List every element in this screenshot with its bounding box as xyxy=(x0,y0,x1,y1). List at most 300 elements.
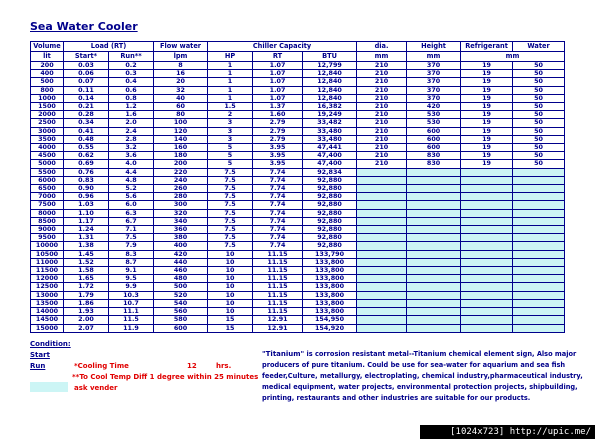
table-cell: 12000 xyxy=(31,275,64,283)
subheader-lpm: lpm xyxy=(154,52,208,62)
table-cell: 50 xyxy=(513,119,565,127)
table-cell: 47,400 xyxy=(303,160,357,168)
table-cell xyxy=(461,291,513,299)
table-row xyxy=(31,275,565,283)
table-cell: 19 xyxy=(461,160,513,168)
table-cell: 60 xyxy=(154,103,208,111)
table-cell xyxy=(513,201,565,209)
table-cell: 210 xyxy=(357,144,407,152)
table-cell xyxy=(461,308,513,316)
table-row xyxy=(31,299,565,307)
table-cell: 19,249 xyxy=(303,111,357,119)
table-cell: 33,480 xyxy=(303,135,357,143)
table-cell xyxy=(513,291,565,299)
table-cell: 7.74 xyxy=(253,242,303,250)
table-row xyxy=(31,234,565,242)
table-cell: 7.74 xyxy=(253,168,303,176)
table-cell: 100 xyxy=(154,119,208,127)
table-cell: 210 xyxy=(357,94,407,102)
table-cell xyxy=(407,283,461,291)
table-cell: 92,880 xyxy=(303,242,357,250)
header-refrigerant: Refrigerant xyxy=(461,42,513,52)
table-cell: 11.15 xyxy=(253,250,303,258)
table-cell: 12500 xyxy=(31,283,64,291)
table-cell: 9.1 xyxy=(109,267,154,275)
table-cell xyxy=(461,185,513,193)
table-cell xyxy=(461,267,513,275)
table-cell: 600 xyxy=(407,135,461,143)
table-cell: 600 xyxy=(154,324,208,332)
table-cell: 0.55 xyxy=(64,144,109,152)
table-cell: 3000 xyxy=(31,127,64,135)
table-cell: 3.6 xyxy=(109,152,154,160)
table-row xyxy=(31,291,565,299)
table-row xyxy=(31,283,565,291)
table-cell xyxy=(357,308,407,316)
subheader-start: Start* xyxy=(64,52,109,62)
table-row xyxy=(31,193,565,201)
table-cell: 1.10 xyxy=(64,209,109,217)
table-cell xyxy=(357,209,407,217)
table-cell: 13000 xyxy=(31,291,64,299)
table-cell xyxy=(513,299,565,307)
table-cell: 6000 xyxy=(31,176,64,184)
table-cell: 0.34 xyxy=(64,119,109,127)
table-cell xyxy=(407,275,461,283)
table-cell xyxy=(513,267,565,275)
table-cell: 7.1 xyxy=(109,226,154,234)
table-cell: 370 xyxy=(407,86,461,94)
table-row xyxy=(31,127,565,135)
condition-heading: Condition: xyxy=(30,340,71,348)
table-cell: 3.95 xyxy=(253,152,303,160)
table-cell: 540 xyxy=(154,299,208,307)
table-cell xyxy=(407,250,461,258)
table-cell: 4.8 xyxy=(109,176,154,184)
table-cell: 19 xyxy=(461,103,513,111)
table-cell: 15 xyxy=(208,316,253,324)
table-row xyxy=(31,250,565,258)
header-load: Load (RT) xyxy=(64,42,154,52)
table-cell xyxy=(357,185,407,193)
table-cell: 210 xyxy=(357,78,407,86)
titanium-text: is corrosion resistant metal--Titanium chemical element sign, Also major producers of pure titanium. Could be use for sea-water for aquarium and sea fish feeder,Culture, metallurgy, electroplating, chemical industry,pharmaceutical industry, medical equipment, water projects, environmental protection projects, shipbuilding, printing, restaurants and other industries are suitable for our products. xyxy=(262,350,583,402)
table-row xyxy=(31,62,565,70)
header-chiller-capacity: Chiller Capacity xyxy=(208,42,357,52)
table-row xyxy=(31,308,565,316)
table-row xyxy=(31,267,565,275)
table-cell: 2 xyxy=(208,111,253,119)
table-row xyxy=(31,242,565,250)
table-cell: 9.9 xyxy=(109,283,154,291)
table-cell xyxy=(461,299,513,307)
table-cell: 92,834 xyxy=(303,168,357,176)
table-cell: 0.21 xyxy=(64,103,109,111)
table-cell xyxy=(357,193,407,201)
table-cell: 520 xyxy=(154,291,208,299)
table-cell: 0.90 xyxy=(64,185,109,193)
table-cell: 200 xyxy=(154,160,208,168)
table-cell xyxy=(513,168,565,176)
table-row xyxy=(31,226,565,234)
table-cell: 19 xyxy=(461,144,513,152)
table-cell xyxy=(461,250,513,258)
table-cell: 1500 xyxy=(31,103,64,111)
table-cell: 1.07 xyxy=(253,62,303,70)
temp-diff-note: **To Cool Temp Diff 1 degree within 25 minutes xyxy=(72,373,259,381)
table-row xyxy=(31,111,565,119)
table-cell xyxy=(513,308,565,316)
table-cell: 1.79 xyxy=(64,291,109,299)
table-cell: 10 xyxy=(208,250,253,258)
table-row xyxy=(31,258,565,266)
table-cell: 50 xyxy=(513,144,565,152)
table-cell xyxy=(461,258,513,266)
table-row xyxy=(31,201,565,209)
table-cell: 1.93 xyxy=(64,308,109,316)
table-cell: 10500 xyxy=(31,250,64,258)
table-cell: 0.69 xyxy=(64,160,109,168)
table-cell: 33,480 xyxy=(303,127,357,135)
table-cell: 40 xyxy=(154,94,208,102)
table-cell: 3.2 xyxy=(109,144,154,152)
table-cell: 7.9 xyxy=(109,242,154,250)
table-cell: 50 xyxy=(513,78,565,86)
table-cell: 1.2 xyxy=(109,103,154,111)
table-cell: 1000 xyxy=(31,94,64,102)
subheader-dia-mm: mm xyxy=(357,52,407,62)
table-cell: 1.37 xyxy=(253,103,303,111)
table-cell xyxy=(357,299,407,307)
table-cell xyxy=(461,209,513,217)
table-cell: 2.8 xyxy=(109,135,154,143)
table-cell xyxy=(407,168,461,176)
table-cell xyxy=(461,193,513,201)
table-cell: 10.3 xyxy=(109,291,154,299)
table-cell: 8.3 xyxy=(109,250,154,258)
table-cell xyxy=(357,201,407,209)
table-cell xyxy=(357,267,407,275)
table-cell: 20 xyxy=(154,78,208,86)
table-cell: 160 xyxy=(154,144,208,152)
table-row xyxy=(31,176,565,184)
table-cell: 1.24 xyxy=(64,226,109,234)
table-cell: 12.91 xyxy=(253,316,303,324)
table-cell: 12.91 xyxy=(253,324,303,332)
table-cell: 460 xyxy=(154,267,208,275)
table-cell: 92,880 xyxy=(303,185,357,193)
table-cell xyxy=(357,176,407,184)
table-cell: 80 xyxy=(154,111,208,119)
spec-table-body xyxy=(31,62,565,333)
table-cell xyxy=(357,242,407,250)
table-cell: 370 xyxy=(407,62,461,70)
table-cell xyxy=(461,275,513,283)
table-cell: 360 xyxy=(154,226,208,234)
ask-vender-color-swatch xyxy=(30,382,68,392)
table-cell xyxy=(461,226,513,234)
table-cell xyxy=(357,258,407,266)
table-cell: 380 xyxy=(154,234,208,242)
table-cell: 1.86 xyxy=(64,299,109,307)
table-cell: 1.07 xyxy=(253,70,303,78)
table-cell: 47,441 xyxy=(303,144,357,152)
table-cell xyxy=(407,217,461,225)
table-cell: 11.5 xyxy=(109,316,154,324)
table-cell: 370 xyxy=(407,70,461,78)
table-cell: 5 xyxy=(208,160,253,168)
table-cell xyxy=(513,258,565,266)
table-cell: 133,800 xyxy=(303,299,357,307)
table-cell: 2000 xyxy=(31,111,64,119)
table-cell: 10 xyxy=(208,283,253,291)
table-cell: 3.95 xyxy=(253,160,303,168)
table-row xyxy=(31,209,565,217)
table-cell: 7.74 xyxy=(253,176,303,184)
cooling-time-label: *Cooling Time xyxy=(74,362,129,370)
table-cell: 1 xyxy=(208,86,253,94)
table-cell: 92,880 xyxy=(303,209,357,217)
table-cell: 830 xyxy=(407,160,461,168)
table-cell: 50 xyxy=(513,62,565,70)
table-cell: 7.5 xyxy=(208,209,253,217)
table-cell: 1.6 xyxy=(109,111,154,119)
table-cell xyxy=(407,242,461,250)
table-cell xyxy=(357,226,407,234)
table-cell: 1.03 xyxy=(64,201,109,209)
table-cell: 92,880 xyxy=(303,217,357,225)
table-cell: 1 xyxy=(208,94,253,102)
table-row xyxy=(31,152,565,160)
table-cell xyxy=(513,209,565,217)
table-cell: 5000 xyxy=(31,160,64,168)
table-cell xyxy=(407,201,461,209)
table-cell: 19 xyxy=(461,119,513,127)
table-cell xyxy=(461,234,513,242)
table-cell: 92,880 xyxy=(303,226,357,234)
ask-vender-note: ask vender xyxy=(74,384,118,392)
table-cell: 220 xyxy=(154,168,208,176)
table-cell: 2.79 xyxy=(253,119,303,127)
subheader-hp: HP xyxy=(208,52,253,62)
table-cell: 3 xyxy=(208,135,253,143)
table-cell: 240 xyxy=(154,176,208,184)
table-cell: 11.15 xyxy=(253,258,303,266)
table-cell: 11.15 xyxy=(253,308,303,316)
table-cell: 7.5 xyxy=(208,217,253,225)
table-cell: 133,800 xyxy=(303,283,357,291)
table-cell xyxy=(407,308,461,316)
header-flow-water: Flow water xyxy=(154,42,208,52)
header-volume: Volume xyxy=(31,42,64,52)
header-water: Water xyxy=(513,42,565,52)
table-cell: 1.60 xyxy=(253,111,303,119)
table-cell: 440 xyxy=(154,258,208,266)
table-cell: 19 xyxy=(461,135,513,143)
table-cell: 92,880 xyxy=(303,193,357,201)
table-cell: 7500 xyxy=(31,201,64,209)
subheader-rt: RT xyxy=(253,52,303,62)
table-cell: 3 xyxy=(208,127,253,135)
table-cell: 133,800 xyxy=(303,308,357,316)
table-cell: 0.41 xyxy=(64,127,109,135)
table-cell: 1 xyxy=(208,70,253,78)
table-cell: 0.07 xyxy=(64,78,109,86)
header-row-1 xyxy=(31,42,565,52)
table-cell: 10.7 xyxy=(109,299,154,307)
table-cell xyxy=(461,201,513,209)
table-cell: 9000 xyxy=(31,226,64,234)
table-cell xyxy=(357,316,407,324)
table-cell: 800 xyxy=(31,86,64,94)
table-cell: 50 xyxy=(513,94,565,102)
table-cell: 5.6 xyxy=(109,193,154,201)
table-cell: 500 xyxy=(154,283,208,291)
table-cell: 140 xyxy=(154,135,208,143)
table-cell: 0.96 xyxy=(64,193,109,201)
table-row xyxy=(31,217,565,225)
table-cell: 210 xyxy=(357,135,407,143)
table-cell: 0.03 xyxy=(64,62,109,70)
table-cell: 50 xyxy=(513,152,565,160)
table-cell: 600 xyxy=(407,127,461,135)
table-cell xyxy=(461,324,513,332)
table-cell: 1.45 xyxy=(64,250,109,258)
table-row xyxy=(31,94,565,102)
table-cell: 50 xyxy=(513,111,565,119)
table-cell: 5 xyxy=(208,144,253,152)
subheader-lit: lit xyxy=(31,52,64,62)
table-cell xyxy=(357,291,407,299)
table-cell: 210 xyxy=(357,127,407,135)
table-cell: 6.3 xyxy=(109,209,154,217)
table-row xyxy=(31,160,565,168)
table-cell: 2.0 xyxy=(109,119,154,127)
table-cell: 7.74 xyxy=(253,201,303,209)
table-cell: 0.6 xyxy=(109,86,154,94)
table-cell: 6.0 xyxy=(109,201,154,209)
table-cell: 1.07 xyxy=(253,78,303,86)
table-cell: 8.7 xyxy=(109,258,154,266)
table-cell xyxy=(357,250,407,258)
table-row xyxy=(31,135,565,143)
table-cell: 19 xyxy=(461,152,513,160)
table-cell: 0.62 xyxy=(64,152,109,160)
table-cell: 19 xyxy=(461,111,513,119)
table-cell: 12,840 xyxy=(303,70,357,78)
table-cell: 50 xyxy=(513,103,565,111)
table-cell xyxy=(357,324,407,332)
table-cell: 5500 xyxy=(31,168,64,176)
table-cell xyxy=(513,217,565,225)
table-cell: 12,840 xyxy=(303,86,357,94)
table-cell: 1.58 xyxy=(64,267,109,275)
table-row xyxy=(31,144,565,152)
table-cell: 10 xyxy=(208,299,253,307)
table-cell: 180 xyxy=(154,152,208,160)
table-cell: 210 xyxy=(357,111,407,119)
table-cell xyxy=(461,242,513,250)
table-cell: 1.07 xyxy=(253,94,303,102)
table-cell: 11.15 xyxy=(253,283,303,291)
table-cell: 47,400 xyxy=(303,152,357,160)
titanium-term: "Titanium" xyxy=(262,350,305,358)
table-cell: 1.17 xyxy=(64,217,109,225)
table-cell: 7.74 xyxy=(253,234,303,242)
table-cell: 2.07 xyxy=(64,324,109,332)
table-cell: 50 xyxy=(513,135,565,143)
table-cell: 133,800 xyxy=(303,291,357,299)
table-cell xyxy=(357,275,407,283)
table-cell xyxy=(461,217,513,225)
table-cell xyxy=(407,185,461,193)
table-cell: 4500 xyxy=(31,152,64,160)
table-cell: 133,790 xyxy=(303,250,357,258)
table-cell: 120 xyxy=(154,127,208,135)
table-cell xyxy=(407,324,461,332)
table-cell: 370 xyxy=(407,78,461,86)
table-cell: 0.48 xyxy=(64,135,109,143)
table-cell: 5.2 xyxy=(109,185,154,193)
table-cell: 6500 xyxy=(31,185,64,193)
table-cell: 530 xyxy=(407,111,461,119)
table-cell: 210 xyxy=(357,103,407,111)
table-cell: 210 xyxy=(357,119,407,127)
table-cell: 1.52 xyxy=(64,258,109,266)
table-cell: 210 xyxy=(357,152,407,160)
table-cell: 2.79 xyxy=(253,127,303,135)
subheader-height-mm: mm xyxy=(407,52,461,62)
table-cell: 400 xyxy=(154,242,208,250)
table-cell: 7.74 xyxy=(253,185,303,193)
table-cell: 9.5 xyxy=(109,275,154,283)
table-cell: 154,950 xyxy=(303,316,357,324)
table-cell: 11.1 xyxy=(109,308,154,316)
table-cell: 0.11 xyxy=(64,86,109,94)
table-cell: 7.5 xyxy=(109,234,154,242)
table-cell: 2.79 xyxy=(253,135,303,143)
table-cell xyxy=(407,176,461,184)
table-cell: 19 xyxy=(461,70,513,78)
table-cell: 16,382 xyxy=(303,103,357,111)
table-row xyxy=(31,86,565,94)
header-row-2 xyxy=(31,52,565,62)
table-cell xyxy=(513,316,565,324)
table-cell xyxy=(407,193,461,201)
table-row xyxy=(31,316,565,324)
table-cell: 11.15 xyxy=(253,275,303,283)
condition-run: Run xyxy=(30,362,46,370)
table-cell: 92,880 xyxy=(303,176,357,184)
table-cell xyxy=(357,217,407,225)
table-cell xyxy=(513,234,565,242)
table-cell: 1.65 xyxy=(64,275,109,283)
table-cell: 33,482 xyxy=(303,119,357,127)
table-cell: 1 xyxy=(208,78,253,86)
table-cell: 530 xyxy=(407,119,461,127)
table-cell: 260 xyxy=(154,185,208,193)
table-cell: 3.95 xyxy=(253,144,303,152)
subheader-btu: BTU xyxy=(303,52,357,62)
table-cell: 1 xyxy=(208,62,253,70)
table-cell: 210 xyxy=(357,62,407,70)
table-cell: 16 xyxy=(154,70,208,78)
table-cell: 500 xyxy=(31,78,64,86)
table-cell: 600 xyxy=(407,144,461,152)
table-cell xyxy=(513,283,565,291)
table-cell: 133,800 xyxy=(303,275,357,283)
table-cell: 133,800 xyxy=(303,267,357,275)
